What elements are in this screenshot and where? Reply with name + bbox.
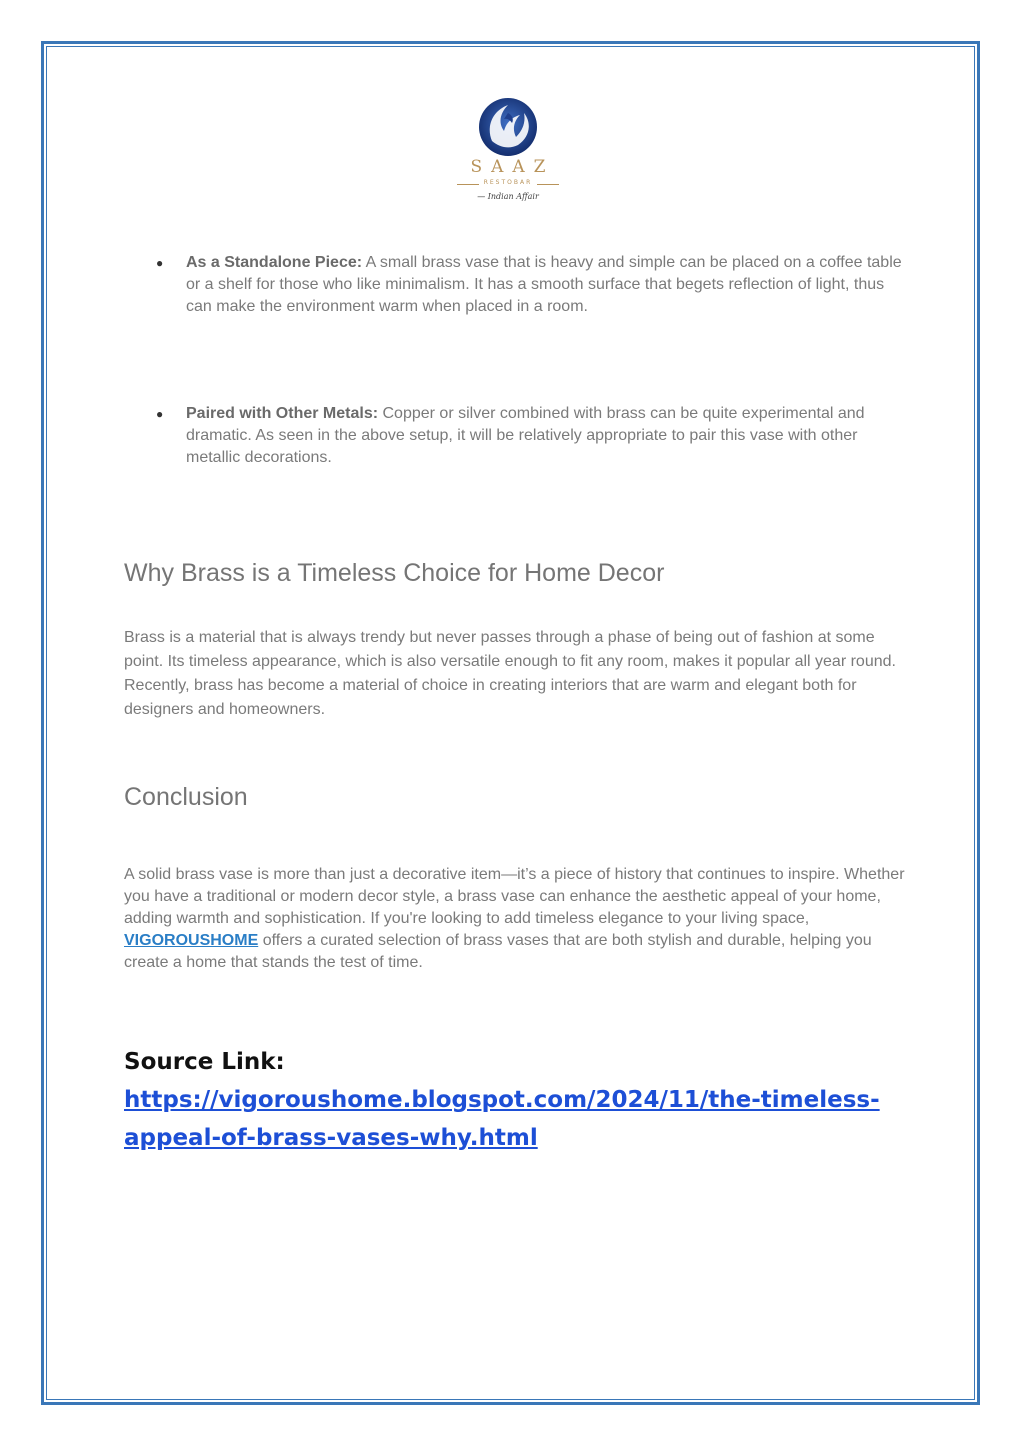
bullet-dot-icon: ● <box>156 407 164 421</box>
phoenix-emblem-icon <box>452 93 564 157</box>
conclusion-text-after: offers a curated selection of brass vases that are both stylish and durable, helping you create a home that stands the test of time. <box>124 932 872 971</box>
logo-subline <box>457 179 559 189</box>
conclusion-text-before: A solid brass vase is more than just a decorative item—it’s a piece of history that continues to inspire. Whether you have a traditional or modern decor style, a brass vase can enhance the aesthetic appeal of your home, adding warmth and sophistication. If you're looking to add timeless elegance to your living space, <box>124 866 905 927</box>
bullet-text: A small brass vase that is heavy and simple can be placed on a coffee table or a shelf for those who like minimalism. It has a smooth surface that begets reflection of light, thus can make the environment warm when placed in a room. <box>186 254 902 315</box>
section-heading-why-brass: Why Brass is a Timeless Choice for Home Decor <box>124 559 665 587</box>
logo-tagline: — Indian Affair <box>477 192 539 201</box>
bullet-dot-icon: ● <box>156 256 164 270</box>
section-heading-conclusion: Conclusion <box>124 783 248 811</box>
bullet-title: As a Standalone Piece: <box>186 254 363 271</box>
saaz-logo <box>452 93 564 213</box>
bullet-standalone-piece <box>156 252 906 318</box>
logo-rule-right <box>537 184 559 185</box>
source-link-block <box>124 1043 904 1157</box>
bullet-text: Copper or silver combined with brass can be quite experimental and dramatic. As seen in the above setup, it will be relatively appropriate to pair this vase with other metallic decorations. <box>186 405 865 466</box>
logo-subtitle: RESTOBAR <box>483 179 533 186</box>
source-url-link[interactable]: https://vigoroushome.blogspot.com/2024/11/the-timeless-appeal-of-brass-vases-why.html <box>124 1087 880 1151</box>
page-border-inner <box>46 46 975 1400</box>
bullet-title: Paired with Other Metals: <box>186 405 379 422</box>
section-body-why-brass: Brass is a material that is always trendy but never passes through a phase of being out of fashion at some point. Its timeless appearance, which is also versatile enough to fit any room, makes it popular all year round. Recently, brass has become a material of choice in creating interiors that are warm and elegant both for designers and homeowners. <box>124 629 896 718</box>
source-label: Source Link: <box>124 1049 285 1075</box>
bullet-paired-metals <box>156 403 906 469</box>
logo-wordmark: SAAZ <box>470 157 555 177</box>
vigoroushome-link[interactable]: VIGOROUSHOME <box>124 932 259 949</box>
section-body-conclusion <box>124 864 909 974</box>
